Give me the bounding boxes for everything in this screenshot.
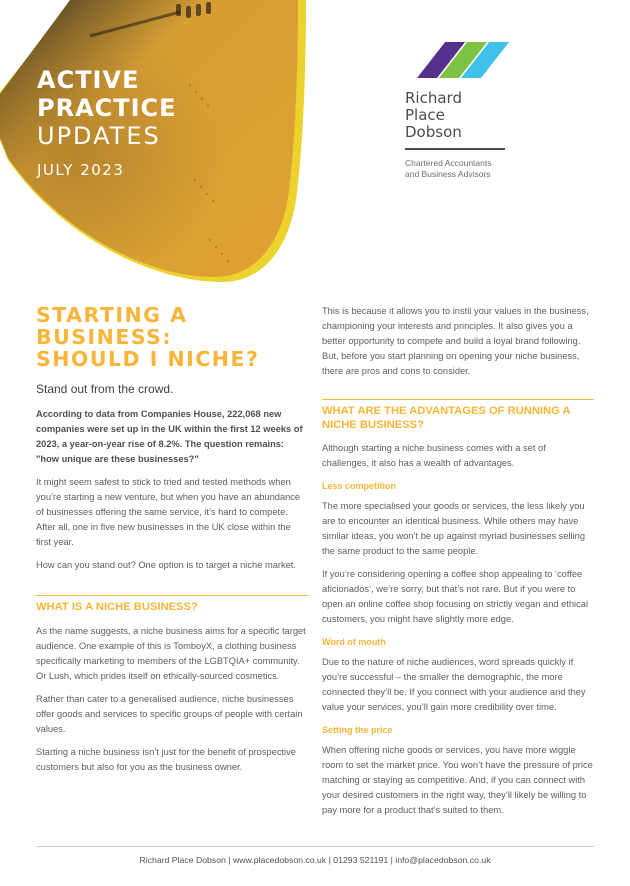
logo-name-line: Dobson xyxy=(405,123,462,141)
left-column xyxy=(36,304,308,775)
footer-contact: Richard Place Dobson | www.placedobson.co.uk | 01293 521191 | info@placedobson.co.uk xyxy=(139,855,491,865)
body-paragraph: As the name suggests, a niche business aims for a specific target audience. One example of this is TomboyX, a clothing business specifically marketing to members of the LGBTQIA+ community. Or Lush, which prides itself on ethically-sourced cosmetics. xyxy=(36,626,306,681)
body-paragraph: This is because it allows you to instil your values in the business, championing your interests and principles. It also gives you a better opportunity to compete and build a loyal brand following. But, before you start planning on opening your niche business, there are pros and cons to consider. xyxy=(322,306,589,376)
logo-tagline xyxy=(405,158,515,180)
header-graphic xyxy=(0,0,320,290)
body-paragraph: Starting a niche business isn’t just for the benefit of prospective customers but also for you as the business owner. xyxy=(36,747,296,772)
tagline-line: and Business Advisors xyxy=(405,169,491,179)
body-paragraph: It might seem safest to stick to tried and tested methods when you’re starting a new venture, but when you have an abundance of businesses offering the same service, it’s hard to compete. After all, one in five new businesses in the UK close within the first year. xyxy=(36,477,301,547)
logo-name-line: Place xyxy=(405,106,445,124)
issue-date: JULY 2023 xyxy=(37,161,125,179)
title-line: SHOULD I NICHE? xyxy=(36,347,260,371)
subheading-setting-the-price: Setting the price xyxy=(322,725,393,735)
right-column xyxy=(322,304,594,818)
title-line-active: ACTIVE xyxy=(37,66,140,94)
body-paragraph: If you’re considering opening a coffee shop appealing to ‘coffee aficionados’, we’re sorry, but that’s not rare. But if you were to open an online coffee shop focusing on strictly vegan and ethical customers, you might have slightly more edge. xyxy=(322,569,589,624)
title-line: BUSINESS: xyxy=(36,325,173,349)
title-line-practice: PRACTICE xyxy=(37,94,177,122)
newsletter-title xyxy=(37,66,177,180)
article-title xyxy=(36,304,308,370)
subheading-less-competition: Less competition xyxy=(322,481,397,491)
body-paragraph: Although starting a niche business comes with a set of challenges, it also has a wealth of advantages. xyxy=(322,443,546,468)
body-paragraph: How can you stand out? One option is to target a niche market. xyxy=(36,560,296,570)
logo-mark-icon xyxy=(405,42,515,82)
logo-name-line: Richard xyxy=(405,89,462,107)
tagline-line: Chartered Accountants xyxy=(405,158,492,168)
title-line-updates: UPDATES xyxy=(37,122,161,150)
body-paragraph: Due to the nature of niche audiences, word spreads quickly if you’re successful – the smaller the demographic, the more connected they’ll be. If you connect with your audience and they value your services, you’ll gain more credibility over time. xyxy=(322,657,586,712)
title-line: STARTING A xyxy=(36,303,188,327)
logo-divider xyxy=(405,148,505,150)
section-divider xyxy=(36,595,308,596)
footer-divider xyxy=(36,846,594,847)
logo-wordmark xyxy=(405,90,515,141)
section-heading-what-is-niche: WHAT IS A NICHE BUSINESS? xyxy=(36,601,198,613)
section-heading-advantages: WHAT ARE THE ADVANTAGES OF RUNNING A NICHE BUSINESS? xyxy=(322,405,571,431)
section-divider xyxy=(322,399,594,400)
subheading-word-of-mouth: Word of mouth xyxy=(322,637,386,647)
lead-paragraph: According to data from Companies House, 222,068 new companies were set up in the UK within the first 12 weeks of 2023, a year-on-year rise of 8.2%. The question remains: "how unique are these businesses?" xyxy=(36,409,303,464)
body-paragraph: The more specialised your goods or services, the less likely you are to encounter an identical business. While others may have similar ideas, you won’t be up against myriad businesses selling the same product to the same people. xyxy=(322,501,586,556)
body-paragraph: Rather than cater to a generalised audience, niche businesses offer goods and services to specific groups of people with certain values. xyxy=(36,694,303,734)
body-paragraph: When offering niche goods or services, you have more wiggle room to set the market price. You won’t have the pressure of price matching or staying as competitive. And, if you can connect with your desired customers in the right way, they’ll likely be willing to pay more for a product that’s suited to them. xyxy=(322,745,593,815)
article-subtitle: Stand out from the crowd. xyxy=(36,382,174,396)
company-logo xyxy=(405,42,515,180)
